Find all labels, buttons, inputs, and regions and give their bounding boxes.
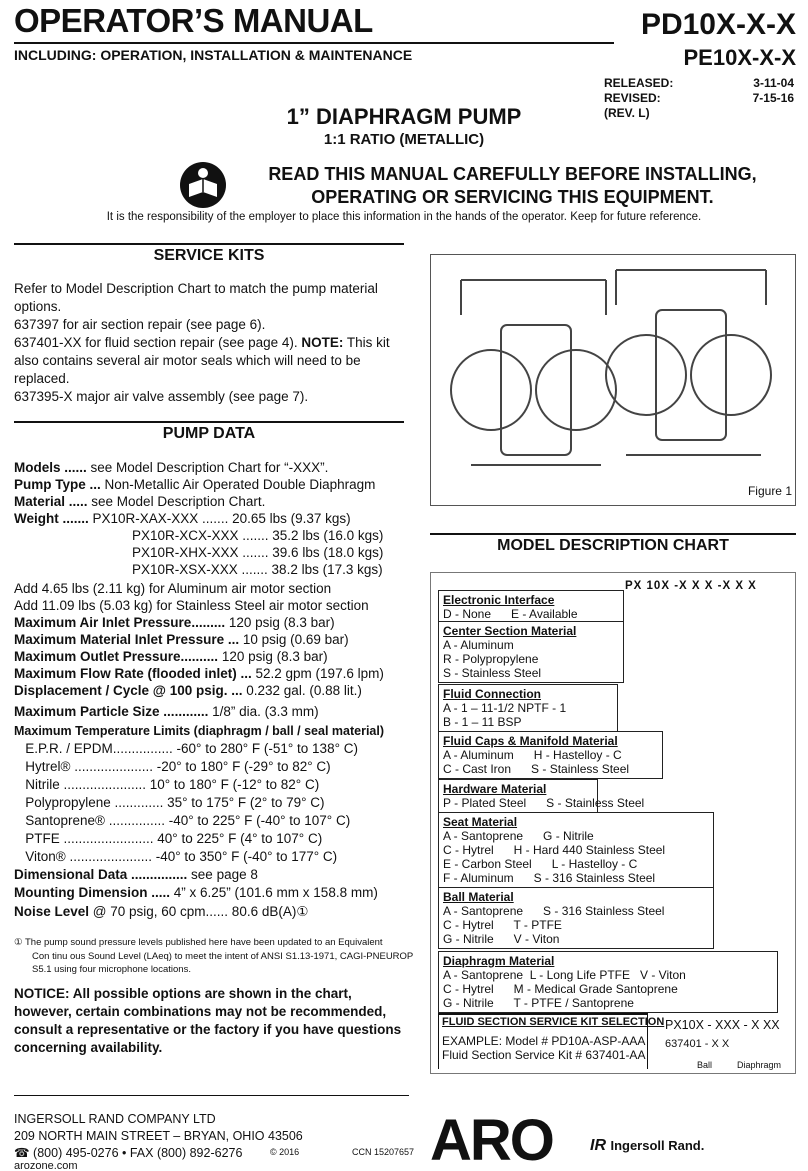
pump-data-label: Dimensional Data ............... [14,867,188,882]
pump-data-value: @ 70 psig, 60 cpm...... 80.6 dB(A)① [89,904,309,919]
company-address: 209 NORTH MAIN STREET – BRYAN, OHIO 43506 [14,1129,303,1143]
pump-data-value: PX10R-XSX-XXX ....... 38.2 lbs (17.3 kgs) [132,562,383,577]
responsibility-text: It is the responsibility of the employer to place this information in the hands of the operator. Keep for future reference. [106,211,702,223]
pump-data-row [14,812,350,829]
model-option-title: Fluid Caps & Manifold Material [443,734,618,748]
model-option-line: F - Aluminum S - 316 Stainless Steel [443,871,656,885]
model-option-box [438,590,624,624]
model-option-line: A - Santoprene G - Nitrile [443,829,594,843]
aro-logo: ARO [430,1108,553,1171]
pump-data-row [14,614,335,631]
pump-figure [430,254,796,506]
pump-data-value: Add 4.65 lbs (2.11 kg) for Aluminum air motor section [14,581,332,596]
model-option-box [438,621,624,683]
model-option-title: Fluid Connection [443,687,541,701]
pump-data-label: Maximum Flow Rate (flooded inlet) ... [14,666,252,681]
pump-data-row [14,631,349,648]
kit-ball-label: Ball [697,1060,713,1070]
pump-data-value: see page 8 [187,867,258,882]
model-option-title: Ball Material [443,890,514,904]
pump-data-value: 10 psig (0.69 bar) [239,632,349,647]
footnote-3: S5.1 using four microphone locations. [32,964,191,975]
model-option-line: A - Santoprene S - 316 Stainless Steel [443,904,665,918]
pump-data-label: Maximum Air Inlet Pressure......... [14,615,226,630]
model-option-box [438,887,714,949]
company-name: INGERSOLL RAND COMPANY LTD [14,1112,216,1126]
pump-data-row [14,510,351,527]
pump-data-heading: PUMP DATA [14,421,404,443]
manual-subtitle: INCLUDING: OPERATION, INSTALLATION & MAINTENANCE [14,47,413,63]
pump-data-value: Polypropylene ............. 35° to 175° F (2° to 79° C) [14,795,325,810]
pump-data-value: see Model Description Chart. [87,494,266,509]
model-option-line: G - Nitrile V - Viton [443,932,560,946]
released-date: RELEASED: 3-11-04 [604,76,794,90]
pump-data-label: Mounting Dimension ..... [14,885,170,900]
notice-text: NOTICE: All possible options are shown in the chart, however, certain combinations may not be recommended, consult a representative or the factory if you have questions concerning availability. [14,986,402,1055]
ir-icon: IR [590,1137,611,1154]
website: arozone.com [14,1160,78,1171]
model-option-line: A - 1 – 11-1/2 NPTF - 1 [443,701,567,715]
title-rule [14,42,614,44]
pump-data-row [14,493,265,510]
pump-data-row [14,580,331,597]
model-option-line: R - Polypropylene [443,652,539,666]
pump-name: 1” DIAPHRAGM PUMP [286,104,522,129]
model-option-line: C - Hytrel H - Hard 440 Stainless Steel [443,843,666,857]
pump-data-value: Add 11.09 lbs (5.03 kg) for Stainless Steel air motor section [14,598,369,613]
pump-data-value: 120 psig (8.3 bar) [225,615,335,630]
pump-data-value: PX10R-XHX-XXX ....... 39.6 lbs (18.0 kgs) [132,545,384,560]
model-option-title: Center Section Material [443,624,577,638]
pump-data-label: Noise Level [14,904,90,919]
pump-data-row [14,758,331,775]
pump-data-value: 120 psig (8.3 bar) [218,649,328,664]
revision: (REV. L) [604,106,650,120]
pump-data-value: Santoprene® ............... -40° to 225° F (-40° to 107° C) [14,813,351,828]
pump-data-row [132,561,383,578]
pump-data-row [14,740,358,757]
pump-data-row [14,903,308,920]
ingersoll-rand-logo: IR Ingersoll Rand. [590,1137,705,1154]
model-option-line: S - Stainless Steel [443,666,542,680]
model-option-line: P - Plated Steel S - Stainless Steel [443,796,645,810]
pump-data-row [132,544,383,561]
footnote-1: ① The pump sound pressure levels published here have been updated to an Equivalent [14,937,383,948]
model-option-box [438,779,645,813]
model-option-line: D - None E - Available [443,607,578,621]
model-option-line: A - Aluminum H - Hastelloy - C [443,748,622,762]
pump-data-value: 4” x 6.25” (101.6 mm x 158.8 mm) [170,885,378,900]
pump-data-value: PX10R-XCX-XXX ....... 35.2 lbs (16.0 kgs) [132,528,384,543]
model-number-2: PE10X-X-X [683,45,796,70]
figure-caption: Figure 1 [747,484,792,498]
pump-data-row [14,776,319,793]
model-option-title: Hardware Material [443,782,547,796]
pump-ratio: 1:1 RATIO (METALLIC) [323,131,485,148]
kit-example-1: EXAMPLE: Model # PD10A-ASP-AAA [442,1034,646,1048]
pump-data-value: E.P.R. / EPDM................ -60° to 280° F (-51° to 138° C) [14,741,358,756]
pump-data-label: Maximum Outlet Pressure.......... [14,649,219,664]
model-option-box [438,684,618,732]
read-manual-icon [180,162,226,208]
service-kits-text: Refer to Model Description Chart to match the pump material options. 637397 for air section repair (see page 6). 637401-XX for fluid section repair (see page 4). NOTE: This kit also contains several air motor seals which will need to be replaced. 637395-X major air valve assembly (see page 7). [14,281,390,404]
pump-data-row [14,648,328,665]
pump-data-row [14,722,384,740]
company-phone: ☎ (800) 495-0276 • FAX (800) 892-6276 [14,1146,243,1160]
model-option-line: A - Santoprene L - Long Life PTFE V - Viton [443,968,686,982]
pump-data-label: Maximum Temperature Limits (diaphragm / ball / seal material) [14,724,385,738]
pump-data-row [14,884,378,901]
copyright: © 2016 [270,1147,300,1157]
model-option-box [438,951,778,1013]
pump-data-value: see Model Description Chart for “-XXX”. [86,460,329,475]
model-option-title: Electronic Interface [443,593,555,607]
pump-data-row [14,830,322,847]
pump-data-row [14,682,362,699]
pump-data-row [14,866,258,883]
kit-example-2: Fluid Section Service Kit # 637401-AA [442,1048,646,1062]
kit-number: 637401 - X X [665,1038,730,1050]
warning-line-2: OPERATING OR SERVICING THIS EQUIPMENT. [311,187,714,207]
footnote-2: Con tinu ous Sound Level (LAeq) to meet the intent of ANSI S1.13-1971, CAGI-PNEUROP [32,951,414,962]
pump-data-label: Displacement / Cycle @ 100 psig. ... [14,683,243,698]
model-chart-heading: MODEL DESCRIPTION CHART [430,533,796,555]
ccn-number: CCN 15207657 [352,1147,415,1157]
pump-data-value: Nitrile ...................... 10° to 180° F (-12° to 82° C) [14,777,320,792]
model-code: PX 10X -X X X -X X X [625,580,757,592]
model-option-line: C - Hytrel M - Medical Grade Santoprene [443,982,678,996]
pump-data-label: Models ...... [14,460,87,475]
pump-data-label: Maximum Particle Size ............ [14,704,209,719]
kit-diaphragm-label: Diaphragm [737,1060,782,1070]
pump-data-label: Weight ....... [14,511,89,526]
pump-data-row [14,794,325,811]
phone-icon: ☎ [14,1146,34,1160]
pump-data-value: PX10R-XAX-XXX ....... 20.65 lbs (9.37 kgs) [88,511,351,526]
kit-title: FLUID SECTION SERVICE KIT SELECTION [442,1016,665,1028]
pump-data-row [14,597,369,614]
model-option-line: A - Aluminum [443,638,514,652]
pump-data-row [14,703,319,720]
warning-line-1: READ THIS MANUAL CAREFULLY BEFORE INSTALLING, [268,164,757,184]
pump-data-value: 1/8” dia. (3.3 mm) [208,704,319,719]
pump-data-label: Material ..... [14,494,88,509]
pump-data-value: 0.232 gal. (0.88 lit.) [242,683,362,698]
revised-date: REVISED: 7-15-16 [604,91,794,105]
model-option-line: E - Carbon Steel L - Hastelloy - C [443,857,638,871]
service-kits-heading: SERVICE KITS [14,243,404,265]
pump-data-label: Maximum Material Inlet Pressure ... [14,632,240,647]
pump-data-row [14,665,384,682]
model-option-box [438,731,663,779]
footer-rule [14,1095,409,1096]
pump-data-value: Non-Metallic Air Operated Double Diaphragm [100,477,376,492]
model-option-title: Seat Material [443,815,518,829]
model-option-title: Diaphragm Material [443,954,555,968]
pump-data-row [14,459,328,476]
model-option-box [438,812,714,888]
model-number-1: PD10X-X-X [640,8,796,41]
model-option-line: C - Cast Iron S - Stainless Steel [443,762,630,776]
pump-data-value: PTFE ........................ 40° to 225° F (4° to 107° C) [14,831,323,846]
model-option-line: G - Nitrile T - PTFE / Santoprene [443,996,634,1010]
model-option-line: C - Hytrel T - PTFE [443,918,562,932]
manual-title: OPERATOR’S MANUAL [14,2,373,39]
pump-data-value: Hytrel® ..................... -20° to 180° F (-29° to 82° C) [14,759,331,774]
kit-code: PX10X - XXX - X XX [665,1018,780,1032]
pump-data-row [132,527,383,544]
pump-data-value: 52.2 gpm (197.6 lpm) [251,666,384,681]
pump-data-value: Viton® ...................... -40° to 350° F (-40° to 177° C) [14,849,338,864]
pump-data-label: Pump Type ... [14,477,101,492]
model-option-line: B - 1 – 11 BSP [443,715,522,729]
pump-data-row [14,476,375,493]
pump-data-row [14,848,337,865]
